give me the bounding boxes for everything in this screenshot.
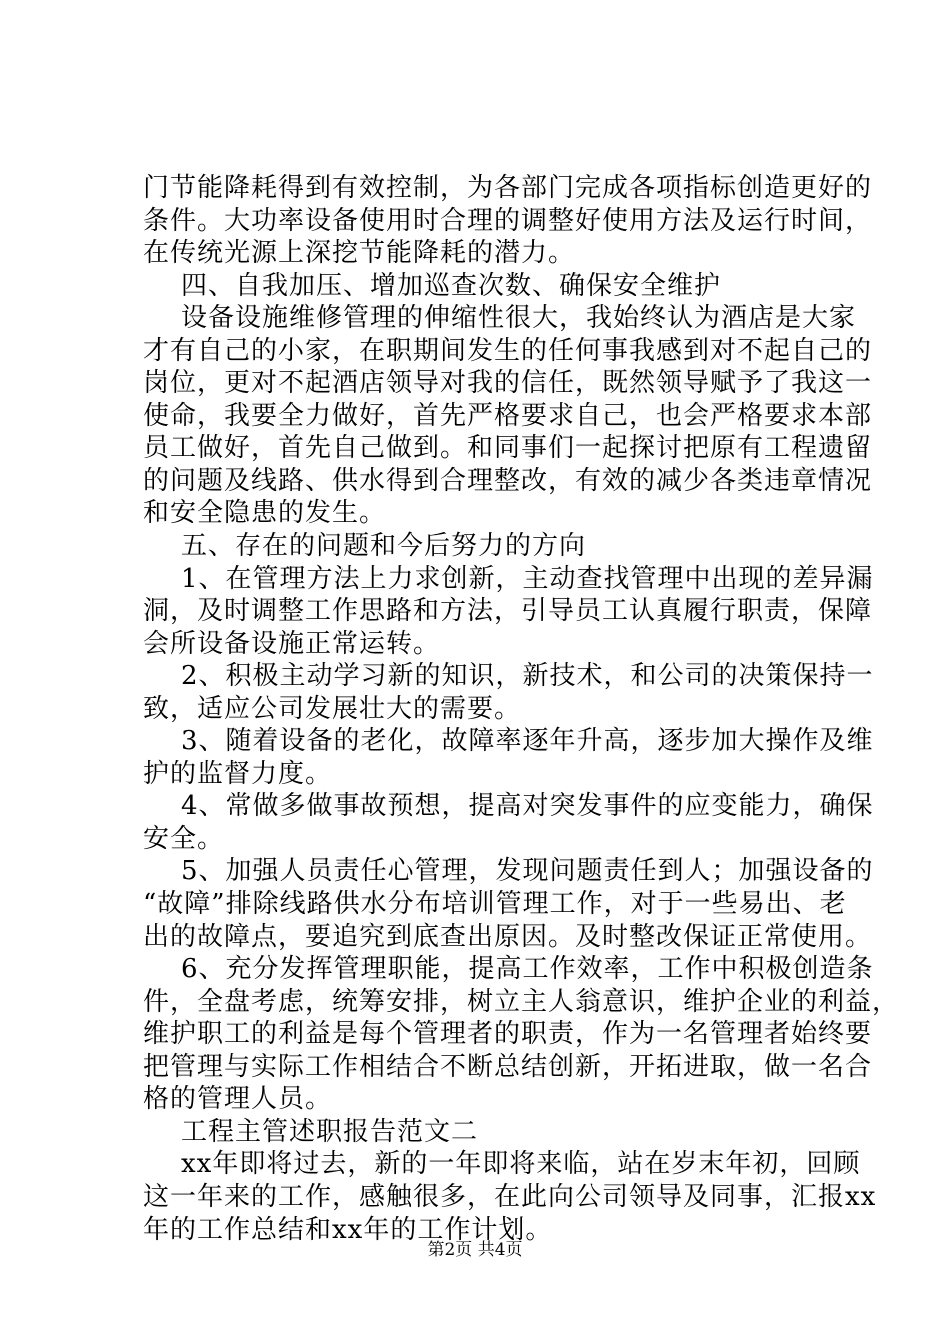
- text-line: 员工做好，首先自己做到。和同事们一起探讨把原有工程遗留: [143, 433, 873, 464]
- text-line: 安全。: [143, 823, 225, 854]
- text-line: 条件。大功率设备使用时合理的调整好使用方法及运行时间，: [143, 205, 873, 236]
- text-line: 3、随着设备的老化，故障率逐年升高，逐步加大操作及维: [181, 726, 874, 757]
- text-line: 才有自己的小家，在职期间发生的任何事我感到对不起自己的: [143, 335, 873, 366]
- text-line: 在传统光源上深挖节能降耗的潜力。: [143, 238, 576, 269]
- document-body: [143, 172, 900, 1246]
- text-line: 门节能降耗得到有效控制，为各部门完成各项指标创造更好的: [143, 173, 873, 203]
- text-line: 件，全盘考虑，统筹安排，树立主人翁意识，维护企业的利益，: [143, 986, 900, 1017]
- section-heading: 工程主管述职报告范文二: [181, 1116, 479, 1147]
- text-line: 使命，我要全力做好，首先严格要求自己，也会严格要求本部: [143, 400, 873, 431]
- text-line: 护的监督力度。: [143, 758, 333, 789]
- text-line: 出的故障点，要追究到底查出原因。及时整改保证正常使用。: [143, 921, 873, 952]
- section-heading: 五、存在的问题和今后努力的方向: [181, 531, 587, 562]
- text-line: 岗位，更对不起酒店领导对我的信任，既然领导赋予了我这一: [143, 368, 873, 399]
- text-line: 和安全隐患的发生。: [143, 498, 387, 529]
- text-line: xx年即将过去，新的一年即将来临，站在岁末年初，回顾: [181, 1149, 861, 1180]
- text-line: 把管理与实际工作相结合不断总结创新，开拓进取，做一名合: [143, 1051, 873, 1082]
- text-line: 洞，及时调整工作思路和方法，引导员工认真履行职责，保障: [143, 596, 873, 627]
- text-line: 维护职工的利益是每个管理者的职责，作为一名管理者始终要: [143, 1019, 873, 1050]
- text-line: 1、在管理方法上力求创新，主动查找管理中出现的差异漏: [181, 563, 874, 594]
- text-line: 格的管理人员。: [143, 1084, 333, 1115]
- page-number-footer: 第2页 共4页: [427, 1240, 523, 1260]
- text-line: 年的工作总结和xx年的工作计划。: [143, 1214, 553, 1245]
- text-line: 这一年来的工作，感触很多，在此向公司领导及同事，汇报xx: [143, 1181, 877, 1212]
- text-line: 5、加强人员责任心管理，发现问题责任到人；加强设备的: [181, 856, 874, 887]
- section-heading: 四、自我加压、增加巡查次数、确保安全维护: [181, 270, 722, 301]
- text-line: 的问题及线路、供水得到合理整改，有效的减少各类违章情况: [143, 465, 873, 496]
- text-line: 4、常做多做事故预想，提高对突发事件的应变能力，确保: [181, 791, 874, 822]
- text-line: 会所设备设施正常运转。: [143, 628, 441, 659]
- text-line: 致，适应公司发展壮大的需要。: [143, 693, 522, 724]
- text-line: 6、充分发挥管理职能，提高工作效率，工作中积极创造条: [181, 954, 874, 985]
- text-line: 2、积极主动学习新的知识，新技术，和公司的决策保持一: [181, 661, 874, 692]
- text-line: 设备设施维修管理的伸缩性很大，我始终认为酒店是大家: [181, 303, 857, 334]
- text-line: “故障”排除线路供水分布培训管理工作，对于一些易出、老: [143, 889, 847, 920]
